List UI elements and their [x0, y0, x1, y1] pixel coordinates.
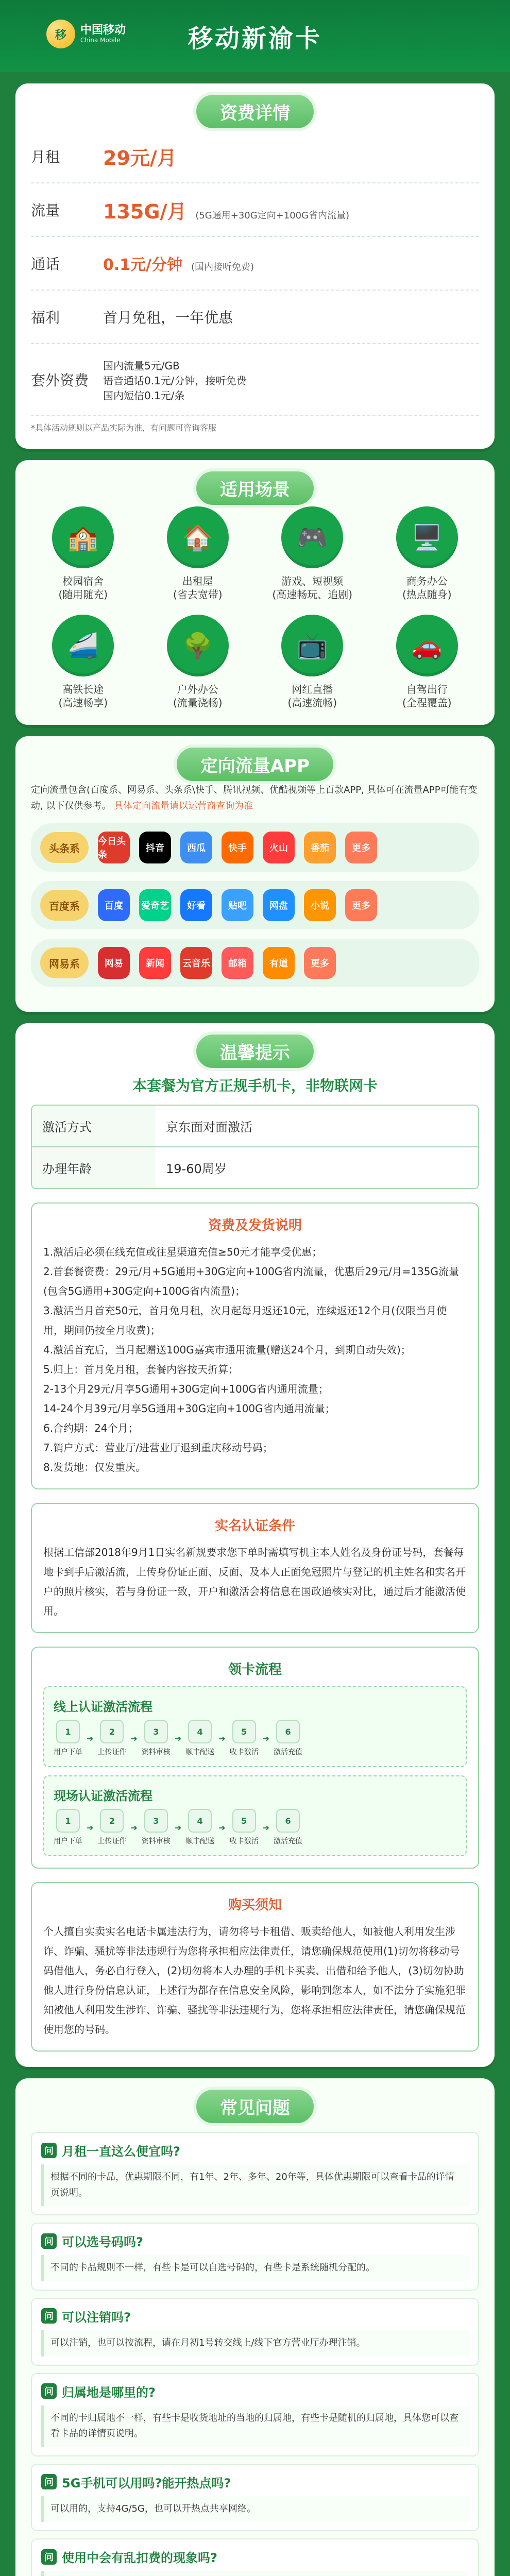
faq-question: 可以注销吗?: [62, 2310, 131, 2325]
arrow-icon: ➜: [262, 1822, 270, 1833]
more-apps-icon[interactable]: 更多: [345, 889, 377, 921]
faq-question: 使用中会有乱扣费的现象吗?: [62, 2551, 217, 2566]
arrow-icon: ➜: [130, 1822, 138, 1833]
school-icon: 🏫: [52, 506, 114, 568]
faq-item: [31, 2373, 479, 2456]
section-faq: [15, 2078, 495, 2576]
arrow-icon: ➜: [130, 1733, 138, 1743]
info-table: [31, 1105, 479, 1189]
faq-answer: 可以用的，支持4G/5G，也可以开热点共享网络。: [41, 2496, 469, 2522]
car-icon: 🚗: [396, 615, 458, 676]
review-icon: 3: [144, 1720, 168, 1743]
scene-tile: [260, 615, 365, 709]
page-title: 移动新渝卡: [188, 24, 322, 53]
order-icon: 1: [56, 1809, 80, 1833]
recharge-icon: 6: [276, 1720, 300, 1743]
section-scenes: [15, 460, 495, 725]
band-badge: 头条系: [40, 832, 89, 863]
faq-answer: 根据不同的卡品，优惠期限不同，有1年、2年、多年、20年等，具体优惠期限可以查看卡品的详情页说明。: [41, 2164, 469, 2206]
buy-card: [31, 1882, 479, 2052]
arrow-icon: ➜: [218, 1733, 226, 1743]
step-label: 顺丰配送: [185, 1837, 215, 1846]
fee-value: 0.1元/分钟: [103, 256, 183, 274]
page-hero: [0, 0, 510, 72]
app-cloudmusic-icon[interactable]: 云音乐: [180, 947, 212, 979]
rule-item: 8.发货地：仅发重庆。: [43, 1461, 146, 1474]
tips-title: 本套餐为官方正规手机卡，非物联网卡: [132, 1077, 378, 1095]
shipping-icon: 4: [188, 1809, 212, 1833]
rule-item: 5.归上：首月免月租，套餐内容按天折算；: [43, 1363, 239, 1376]
rule-item: 3.激活当月首充50元，首月免月租，次月起每月返还10元，连续返还12个月(仅限当月使用，期间仍按全月收费)；: [43, 1304, 447, 1337]
upload-icon: 2: [100, 1720, 124, 1743]
band-badge: 网易系: [40, 947, 89, 978]
step-label: 上传证件: [97, 1748, 127, 1757]
app-pan-icon[interactable]: 网盘: [263, 889, 295, 921]
fee-price: 29元/月: [103, 146, 177, 170]
section-tips: [15, 1023, 495, 2067]
fee-row: [31, 237, 479, 291]
scene-tile: [260, 506, 365, 601]
scene-caption: 出租屋 (省去宽带): [173, 575, 223, 601]
upload-icon: 2: [100, 1809, 124, 1833]
arrow-icon: ➜: [87, 1822, 94, 1833]
step-label: 用户下单: [54, 1837, 82, 1846]
home-icon: 🏠: [167, 506, 229, 568]
fee-label: 套外资费: [31, 372, 89, 389]
step-label: 激活充值: [274, 1837, 303, 1846]
buy-title: 购买须知: [228, 1897, 282, 1913]
flow-title: 领卡流程: [228, 1662, 282, 1678]
app-netease-news-icon[interactable]: 新闻: [139, 947, 171, 979]
scene-caption: 校园宿舍 (随用随充): [58, 575, 108, 601]
faq-question: 5G手机可以用吗?能开热点吗?: [62, 2476, 231, 2490]
step-label: 激活充值: [274, 1748, 303, 1757]
question-icon: 问: [41, 2143, 57, 2158]
apps-intro-text: 定向流量包含(百度系、网易系、头条系\快手、腾讯视频、优酷视频等上百款APP, 具体可在流量APP可能有变动, 以下仅供参考。: [31, 785, 478, 811]
fee-row: [31, 291, 479, 344]
rule-item: 2.首套餐资费：29元/月+5G通用+30G定向+100G省内流量，优惠后29元/月=135G流量(包含5G通用+30G定向+100G省内流量)；: [43, 1265, 460, 1298]
rule-item: 7.销户方式：营业厅/进营业厅退到重庆移动号码；: [43, 1442, 273, 1454]
app-mail-icon[interactable]: 邮箱: [222, 947, 253, 979]
faq-question: 归属地是哪里的?: [62, 2385, 156, 2400]
apps-warning: 具体定向流量请以运营商查询为准: [114, 800, 253, 811]
scene-caption: 自驾出行 (全程覆盖): [402, 683, 452, 709]
brand-cn: 中国移动: [80, 24, 126, 37]
faq-answer: 可以注销，也可以按流程，请在月初1号转交线上/线下官方营业厅办理注销。: [41, 2330, 469, 2357]
scene-tile: [146, 615, 250, 709]
section-pill-faq: 常见问题: [193, 2087, 317, 2126]
tree-icon: 🌳: [167, 615, 229, 676]
section-fees: [15, 83, 495, 449]
brand: [46, 20, 126, 48]
step-label: 上传证件: [97, 1837, 127, 1846]
arrow-icon: ➜: [87, 1733, 94, 1743]
train-icon: 🚄: [52, 615, 114, 676]
verify-card: [31, 1503, 479, 1633]
app-kuaishou-icon[interactable]: 快手: [222, 832, 253, 863]
tv-icon: 📺: [281, 615, 343, 676]
faq-answer: 不同的卡品规则不一样，有些卡是可以自选号码的，有些卡是系统随机分配的。: [41, 2255, 469, 2281]
question-icon: 问: [41, 2549, 57, 2565]
question-icon: 问: [41, 2474, 57, 2489]
app-band-baidu: [31, 881, 479, 929]
section-pill-scenes: 适用场景: [193, 468, 317, 508]
scene-tile: [146, 506, 250, 601]
more-apps-icon[interactable]: 更多: [345, 832, 377, 863]
faq-answer: 不同的卡归属地不一样，有些卡是收货地址的当地的归属地，有些卡是随机的归属地，具体您可以查看卡品的详情页说明。: [41, 2405, 469, 2447]
app-toutiao-icon[interactable]: 今日头条: [98, 832, 130, 863]
rules-card: [31, 1202, 479, 1489]
offline-flow: [43, 1775, 467, 1856]
scene-tile: [31, 506, 135, 601]
fee-detail: (国内接听免费): [191, 262, 254, 273]
arrow-icon: ➜: [218, 1822, 226, 1833]
question-icon: 问: [41, 2383, 57, 2399]
fee-value: 国内流量5元/GB 语音通话0.1元/分钟，接听免费 国内短信0.1元/条: [103, 359, 247, 402]
verify-title: 实名认证条件: [214, 1518, 295, 1534]
shipping-icon: 4: [188, 1720, 212, 1743]
scene-tile: [375, 506, 480, 601]
arrow-icon: ➜: [262, 1733, 270, 1743]
faq-answer: [41, 2571, 469, 2576]
app-iqiyi-icon[interactable]: 爱奇艺: [139, 889, 171, 921]
scene-caption: 网红直播 (高速流畅): [287, 683, 337, 709]
review-icon: 3: [144, 1809, 168, 1833]
fee-label: 月租: [31, 148, 60, 165]
rule-item: 2-13个月29元/月享5G通用+30G定向+100G省内通用流量；: [43, 1383, 329, 1396]
fee-detail: (5G通用+30G定向+100G省内流量): [195, 210, 350, 221]
step-label: 资料审核: [141, 1748, 171, 1757]
order-icon: 1: [56, 1720, 80, 1743]
fee-label: 福利: [31, 309, 60, 326]
faq-item: [31, 2464, 479, 2532]
faq-item: [31, 2132, 479, 2215]
rule-item: 1.激活后必须在线充值或往星渠道充值≥50元才能享受优惠；: [43, 1246, 322, 1259]
app-youdao-icon[interactable]: 有道: [263, 947, 295, 979]
faq-question: 可以选号码吗?: [62, 2235, 143, 2250]
question-icon: 问: [41, 2233, 57, 2249]
section-apps: [15, 736, 495, 1012]
apps-intro: [31, 783, 479, 814]
app-haokan-icon[interactable]: 好看: [180, 889, 212, 921]
step-label: 资料审核: [141, 1837, 171, 1846]
offline-flow-title: 现场认证激活流程: [54, 1789, 152, 1804]
app-novel-icon[interactable]: 小说: [304, 889, 336, 921]
question-icon: 问: [41, 2308, 57, 2324]
app-netease-icon[interactable]: 网易: [98, 947, 130, 979]
online-flow: [43, 1686, 467, 1767]
fees-note: *具体活动规则以产品实际为准，有问题可咨询客服: [31, 423, 217, 433]
rule-item: 14-24个月39元/月享5G通用+30G定向+100G省内通用流量；: [43, 1402, 335, 1415]
table-cell-value: 19-60周岁: [156, 1147, 478, 1188]
step-label: 顺丰配送: [185, 1748, 215, 1757]
scene-caption: 户外办公 (流量浇畅): [173, 683, 223, 709]
scene-caption: 高铁长途 (高速畅享): [58, 683, 108, 709]
activate-icon: 5: [232, 1809, 256, 1833]
arrow-icon: ➜: [174, 1822, 182, 1833]
step-label: 收卡激活: [229, 1837, 259, 1846]
fee-value: 首月免租，一年优惠: [103, 309, 233, 326]
faq-item: [31, 2298, 479, 2366]
app-fanqie-icon[interactable]: 番茄: [304, 832, 336, 863]
flow-card: [31, 1647, 479, 1869]
rules-title: 资费及发货说明: [208, 1218, 302, 1234]
table-cell-label: 办理年龄: [32, 1147, 156, 1188]
scene-caption: 游戏、短视频 (高速畅玩、追剧): [272, 575, 353, 601]
brand-logo-icon: 移: [46, 20, 75, 48]
section-pill-fees: 资费详情: [193, 92, 317, 131]
app-band-toutiao: [31, 823, 479, 872]
fee-label: 流量: [31, 202, 60, 219]
verify-text: 根据工信部2018年9月1日实名新规要求您下单时需填写机主本人姓名及身份证号码，套餐每地卡到手后激活流，上传身份证正面、反面、及本人正面免冠照片与登记的机主姓名和实名开户的照片核实，若与身份证一致，开户和激活会将信息在国政通核实对比，通过后才能激活使用。: [43, 1546, 466, 1618]
rule-item: 4.激活首充后，当月起赠送100G嘉宾市通用流量(赠送24个月，到期自动失效)；: [43, 1344, 411, 1357]
scene-tile: [375, 615, 480, 709]
step-label: 收卡激活: [229, 1748, 259, 1757]
arrow-icon: ➜: [174, 1733, 182, 1743]
fee-row: [31, 183, 479, 237]
app-tieba-icon[interactable]: 贴吧: [222, 889, 253, 921]
app-douyin-icon[interactable]: 抖音: [139, 832, 171, 863]
activate-icon: 5: [232, 1720, 256, 1743]
scene-tile: [31, 615, 135, 709]
step-label: 用户下单: [54, 1748, 82, 1757]
gamepad-icon: 🎮: [281, 506, 343, 568]
fee-row: [31, 344, 479, 416]
band-badge: 百度系: [40, 890, 89, 921]
app-baidu-icon[interactable]: 百度: [98, 889, 130, 921]
table-row: [32, 1146, 478, 1188]
brand-en: China Mobile: [80, 36, 121, 44]
faq-item: [31, 2538, 479, 2576]
online-flow-title: 线上认证激活流程: [54, 1700, 152, 1715]
faq-question: 月租一直这么便宜吗?: [62, 2144, 180, 2159]
faq-item: [31, 2223, 479, 2291]
section-pill-apps: 定向流量APP: [174, 744, 336, 784]
app-band-netease: [31, 939, 479, 987]
monitor-icon: 🖥️: [396, 506, 458, 568]
app-huoshan-icon[interactable]: 火山: [263, 832, 295, 863]
section-pill-tips: 温馨提示: [193, 1031, 317, 1071]
recharge-icon: 6: [276, 1809, 300, 1833]
fee-value: 135G/月: [103, 200, 187, 223]
rules-list: [43, 1242, 467, 1477]
more-apps-icon[interactable]: 更多: [304, 947, 336, 979]
scene-caption: 商务办公 (热点随身): [402, 575, 452, 601]
table-row: [32, 1106, 478, 1146]
rule-item: 6.合约期：24个月；: [43, 1422, 139, 1435]
fee-row: [31, 130, 479, 183]
app-xigua-icon[interactable]: 西瓜: [180, 832, 212, 863]
fee-label: 通话: [31, 256, 60, 273]
table-cell-value: 京东面对面激活: [156, 1106, 478, 1146]
buy-text: 个人擅自实卖实名电话卡属违法行为，请勿将号卡租借、贩卖给他人，如被他人利用发生涉诈、诈骗、骚扰等非法违规行为您将承担相应法律责任，请您确保规范使用(1)切勿将移动号码借他人，务必自行登入，(2)切勿将本人办理的手机卡买卖、出借和给予他人，(3)切勿协助他人进行身份信息认证，上述行为都存在信息安全风险，影响到您本人，如不法分子实施犯罪知被他人利用发生涉诈、诈骗、骚扰等非法违规行为，您将承担相应法律责任，请您确保规范使用您的号码。: [43, 1925, 466, 2036]
table-cell-label: 激活方式: [32, 1106, 156, 1146]
